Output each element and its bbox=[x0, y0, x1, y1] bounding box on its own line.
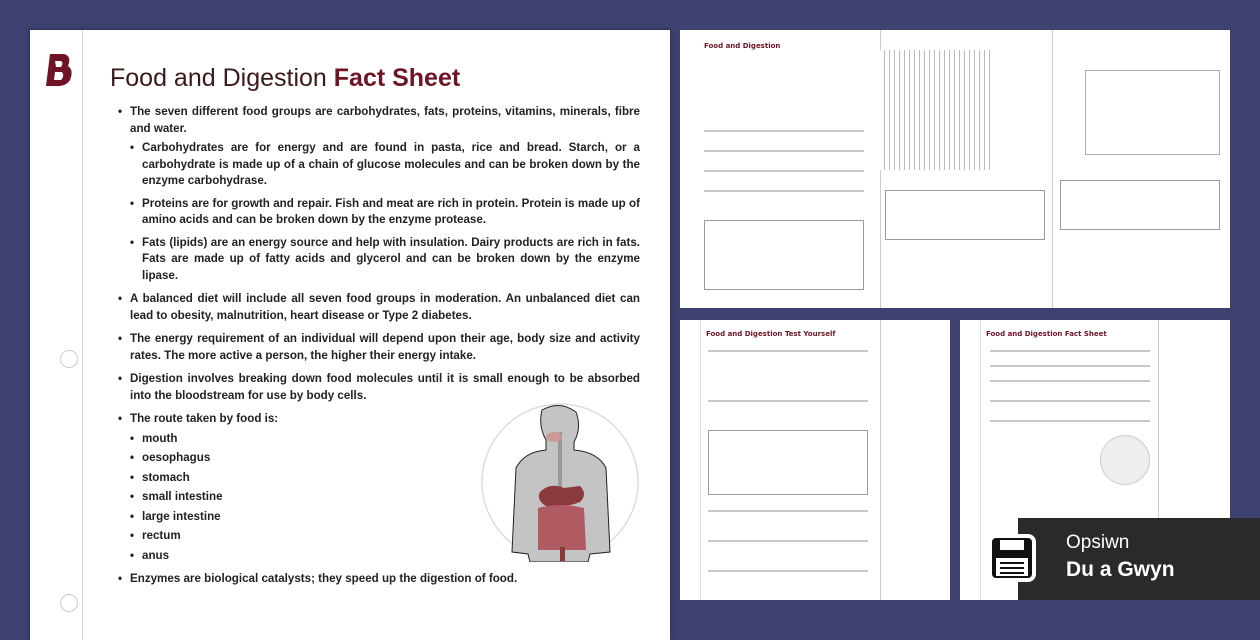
printer-icon bbox=[962, 530, 1062, 590]
list-item: • A balanced diet will include all seven food groups in moderation. An unbalanced diet can lead to obesity, malnutrition, heart disease or Type 2 diabetes. bbox=[118, 291, 640, 324]
page-title: Food and Digestion Fact Sheet bbox=[110, 64, 461, 92]
list-item: • Fats (lipids) are an energy source and help with insulation. Dairy products are rich in fats. Fats are made up of fatty acids and glycerol and can be broken down by the enzyme lipase. bbox=[130, 235, 640, 285]
list-item: • The energy requirement of an individual will depend upon their age, body size and activity rates. The more active a person, the higher their energy intake. bbox=[118, 331, 640, 364]
list-item: • The route taken by food is: • mouth • oesophagus • stomach • small intestine • large intestine • rectum • anus bbox=[118, 411, 640, 564]
digestive-system-illustration bbox=[480, 402, 640, 562]
route-item: • small intestine bbox=[130, 489, 640, 506]
list-item: • The seven different food groups are carbohydrates, fats, proteins, vitamins, minerals, fibre and water. • Carbohydrates are for energy and are found in pasta, rice and bread. Starch, or a carbohydrate is made up of a chain of glucose molecules and can be broken down by the enzyme carbohydrase. • Proteins are for growth and repair. Fish and meat are rich in protein. Protein is made up of amino acids and can be broken down by the enzyme protease. • Fats (lipids) are an energy source and help with insulation. Dairy products are rich in fats. Fats are made up of fatty acids and glycerol and can be broken down by the enzyme lipase. bbox=[118, 104, 640, 284]
punch-hole bbox=[60, 350, 78, 368]
badge-option: Du a Gwyn bbox=[1066, 558, 1175, 581]
list-item: • Carbohydrates are for energy and are found in pasta, rice and bread. Starch, or a carbohydrate is made up of a chain of glucose molecules and can be broken down by the enzyme carbohydrase. bbox=[130, 140, 640, 190]
worksheet-thumbnail[interactable] bbox=[680, 30, 1230, 308]
route-item: • large intestine bbox=[130, 509, 640, 526]
brand-logo-icon bbox=[44, 52, 74, 88]
thumbnail-title: Food and Digestion bbox=[704, 42, 781, 50]
thumbnail-title: Food and Digestion Test Yourself bbox=[706, 330, 836, 338]
route-item: • oesophagus bbox=[130, 450, 640, 467]
list-item: • Digestion involves breaking down food molecules until it is small enough to be absorbed into the bloodstream for use by body cells. bbox=[118, 371, 640, 404]
list-item: • Proteins are for growth and repair. Fish and meat are rich in protein. Protein is made up of amino acids and can be broken down by the enzyme protease. bbox=[130, 196, 640, 229]
list-item: • Enzymes are biological catalysts; they speed up the digestion of food. bbox=[118, 571, 640, 588]
route-item: • mouth bbox=[130, 431, 640, 448]
punch-hole bbox=[60, 594, 78, 612]
badge-label: Opsiwn bbox=[1066, 532, 1130, 553]
route-item: • rectum bbox=[130, 528, 640, 545]
route-item: • anus bbox=[130, 548, 640, 565]
route-item: • stomach bbox=[130, 470, 640, 487]
thumbnail-title: Food and Digestion Fact Sheet bbox=[986, 330, 1107, 338]
fact-sheet-page bbox=[30, 30, 670, 640]
margin-line bbox=[82, 30, 83, 640]
test-yourself-thumbnail[interactable] bbox=[680, 320, 950, 600]
